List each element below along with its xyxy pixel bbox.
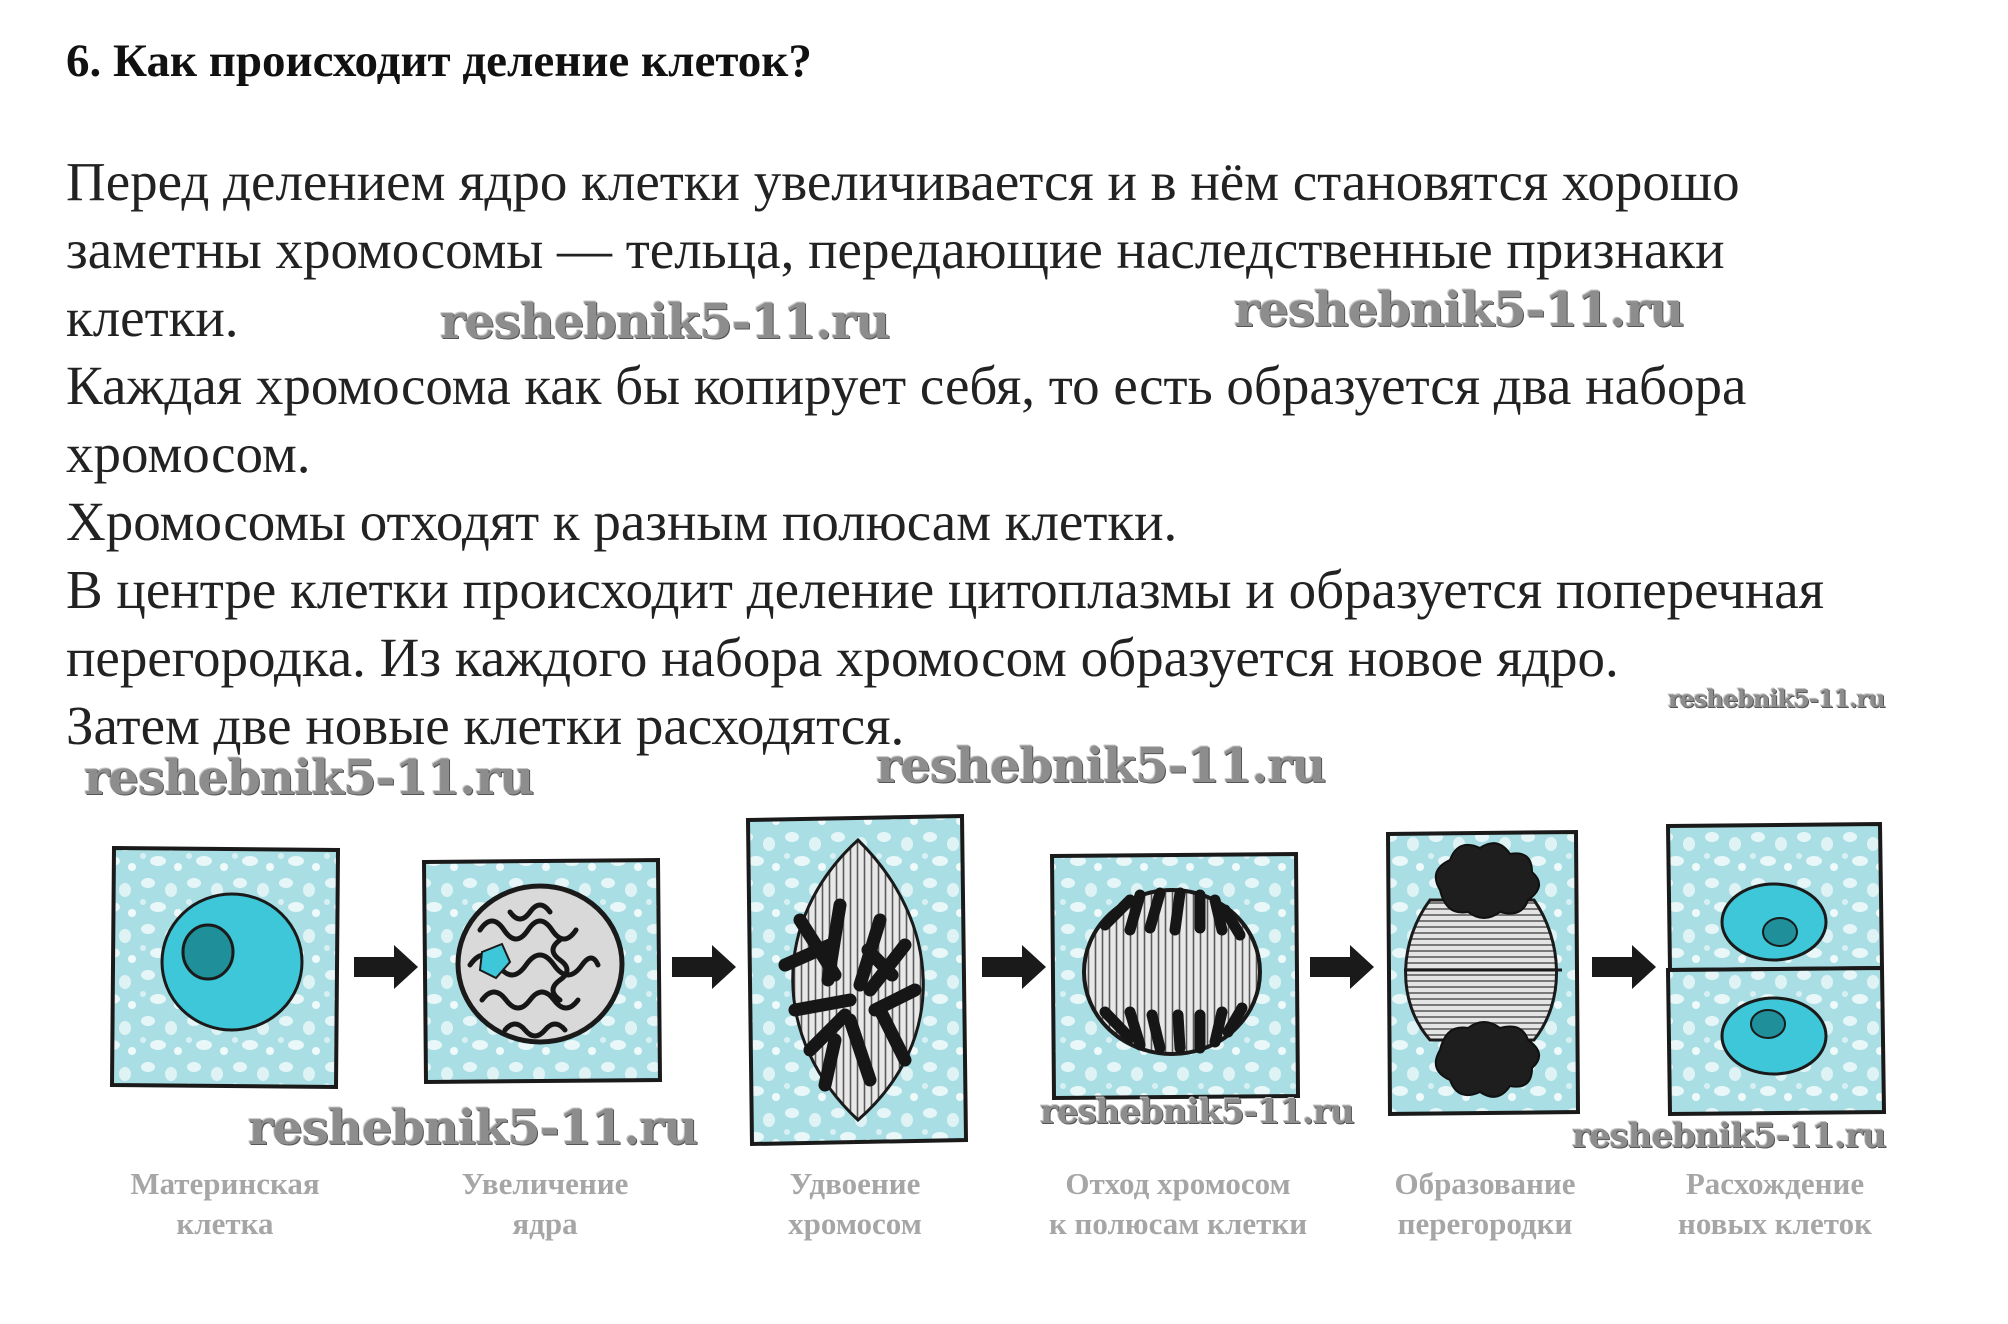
watermark: reshebnik5-11.ru [1572,1116,1886,1156]
text-line: Затем две новые клетки расходятся. [66,695,905,756]
text-line: Хромосомы отходят к разным полюсам клетки. [66,491,1178,552]
page-title: 6. Как происходит деление клеток? [66,35,812,87]
stage-caption: Образование перегородки [1394,1166,1576,1241]
stage-caption: Расхождение новых клеток [1678,1166,1872,1241]
stage-caption: Удвоение хромосом [788,1166,922,1241]
watermark: reshebnik5-11.ru [876,738,1326,794]
watermark: reshebnik5-11.ru [84,750,534,806]
nucleolus [1763,918,1797,946]
text-line: В центре клетки происходит деление цитоплазмы и образуется поперечная [66,559,1825,620]
arrow-right-icon [982,945,1046,989]
watermark: reshebnik5-11.ru [1040,1092,1354,1132]
text-line: хромосом. [66,423,311,484]
text-line: перегородка. Из каждого набора хромосом образуется новое ядро. [66,627,1619,688]
arrow-right-icon [1310,945,1374,989]
nucleolus [1751,1010,1785,1038]
stage-caption: Увеличение ядра [461,1166,629,1241]
stage-chromosomes-to-poles [1052,854,1298,1098]
text-line: Каждая хромосома как бы копирует себя, то есть образуется два набора [66,355,1747,416]
arrow-right-icon [672,945,736,989]
watermark: reshebnik5-11.ru [1234,282,1684,338]
watermark: reshebnik5-11.ru [248,1100,698,1156]
watermark: reshebnik5-11.ru [1668,684,1885,713]
stage-caption: Отход хромосом к полюсам клетки [1048,1166,1308,1241]
text-line: Перед делением ядро клетки увеличивается и в нём становятся хорошо [66,151,1740,212]
text-line: заметны хромосомы — тельца, передающие наследственные признаки [66,219,1725,280]
stage-new-cells [1668,824,1884,1114]
text-line: клетки. [66,287,239,348]
arrow-right-icon [354,945,418,989]
stage-nucleus-enlargement [424,860,660,1082]
nucleolus [183,925,233,979]
stage-chromosome-duplication [748,816,966,1144]
stage-septum-formation [1388,832,1578,1114]
stage-caption: Материнская клетка [130,1166,320,1241]
watermark: reshebnik5-11.ru [440,294,890,350]
arrow-right-icon [1592,945,1656,989]
stage-mother-cell [112,848,338,1087]
